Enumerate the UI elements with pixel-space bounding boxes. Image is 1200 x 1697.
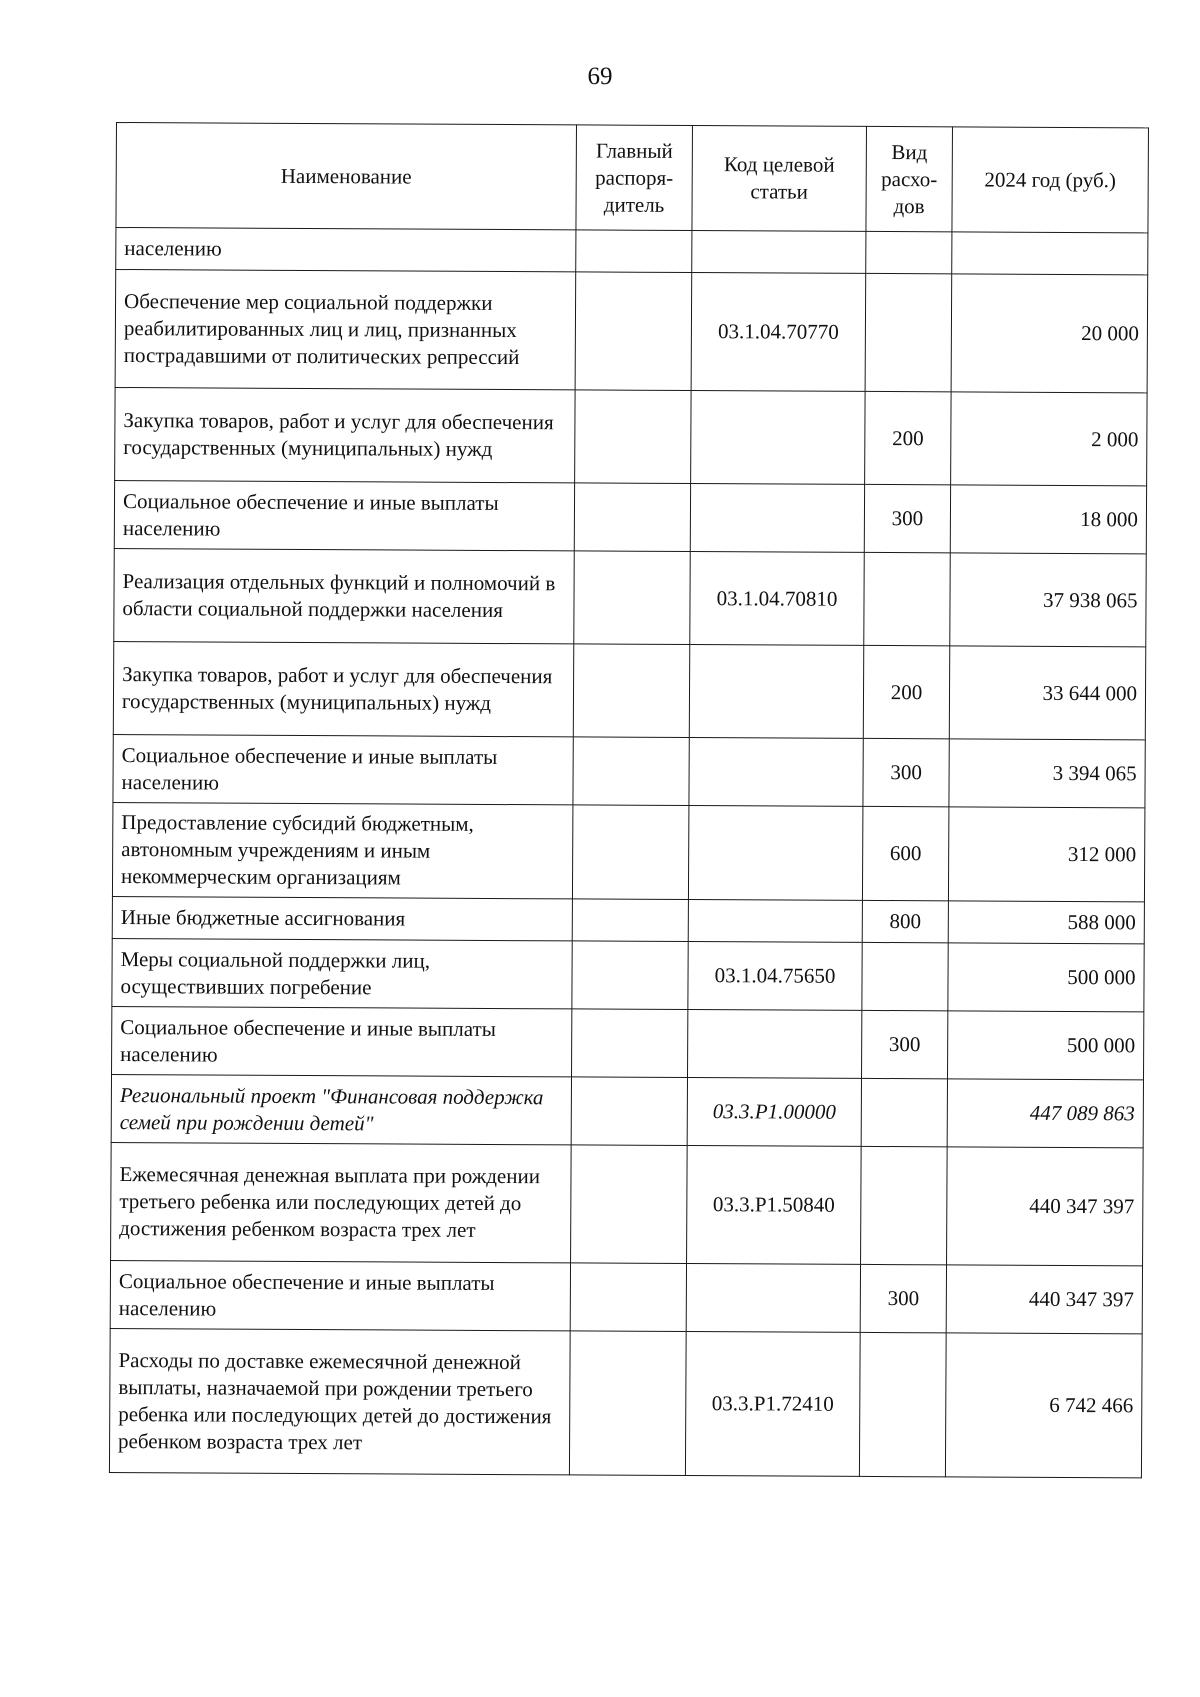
- row-grbs-cell: [576, 230, 692, 273]
- row-code-cell: [689, 645, 863, 739]
- row-code-cell: [688, 806, 862, 901]
- header-grbs: Главный распоря-дитель: [576, 125, 693, 231]
- row-code-cell: 03.3.Р1.00000: [687, 1078, 861, 1147]
- row-code-cell: 03.1.04.75650: [688, 942, 862, 1011]
- table-row: [112, 896, 1144, 943]
- row-name-cell: Социальное обеспечение и иные выплаты населению: [112, 1006, 572, 1076]
- table-row: [110, 1260, 1142, 1333]
- row-name-cell: Меры социальной поддержки лиц, осуществивших погребение: [112, 938, 572, 1008]
- row-name-cell: Ежемесячная денежная выплата при рождении третьего ребенка или последующих детей до достижения ребенком возраста трех лет: [111, 1142, 572, 1262]
- row-sum-cell: 440 347 397: [946, 1265, 1142, 1334]
- row-vid-cell: 200: [863, 645, 949, 738]
- row-vid-cell: [861, 1078, 947, 1146]
- table-row: [109, 1328, 1142, 1477]
- row-sum-cell: 20 000: [951, 274, 1148, 393]
- row-vid-cell: [864, 552, 950, 645]
- header-name: Наименование: [116, 123, 577, 230]
- row-vid-cell: 600: [862, 806, 948, 900]
- row-name-cell: Социальное обеспечение и иные выплаты населению: [110, 1260, 570, 1330]
- row-name-cell: населению: [116, 228, 576, 272]
- row-vid-cell: [861, 1146, 948, 1264]
- row-code-cell: [691, 391, 865, 485]
- row-name-cell: Социальное обеспечение и иные выплаты населению: [113, 734, 573, 804]
- row-name-cell: Региональный проект "Финансовая поддержка семей при рождении детей": [111, 1074, 571, 1144]
- row-code-cell: [686, 1264, 860, 1333]
- row-name-cell: Социальное обеспечение и иные выплаты населению: [114, 480, 574, 550]
- row-grbs-cell: [572, 899, 688, 942]
- row-code-cell: [688, 1010, 862, 1079]
- row-vid-cell: [866, 231, 952, 273]
- row-vid-cell: [862, 942, 948, 1010]
- row-grbs-cell: [575, 390, 691, 484]
- row-sum-cell: 37 938 065: [950, 553, 1146, 647]
- row-grbs-cell: [572, 805, 688, 900]
- row-grbs-cell: [571, 1145, 688, 1264]
- row-code-cell: 03.1.04.70810: [690, 552, 864, 646]
- row-name-cell: Предоставление субсидий бюджетным, автономным учреждениям и иным некоммерческим организациям: [112, 802, 572, 898]
- row-grbs-cell: [569, 1331, 686, 1476]
- row-grbs-cell: [573, 644, 689, 738]
- row-code-cell: 03.3.Р1.50840: [687, 1146, 862, 1265]
- row-sum-cell: 33 644 000: [949, 646, 1145, 740]
- table-row: [113, 641, 1145, 739]
- row-sum-cell: 447 089 863: [947, 1079, 1143, 1148]
- budget-table: [109, 122, 1149, 1478]
- row-grbs-cell: [570, 1263, 686, 1332]
- table-row: [112, 802, 1144, 901]
- table-row: [113, 734, 1145, 807]
- header-vid: Вид расхо-дов: [866, 126, 953, 231]
- row-sum-cell: 500 000: [948, 1011, 1144, 1080]
- row-sum-cell: 6 742 466: [945, 1333, 1142, 1478]
- row-sum-cell: 18 000: [950, 485, 1146, 554]
- table-row: [111, 1142, 1144, 1265]
- row-sum-cell: 3 394 065: [949, 739, 1145, 808]
- row-name-cell: Закупка товаров, работ и услуг для обеспечения государственных (муниципальных) нужд: [113, 641, 573, 736]
- page-number: 69: [587, 63, 613, 90]
- row-code-cell: [688, 900, 862, 943]
- row-grbs-cell: [572, 941, 688, 1010]
- row-grbs-cell: [574, 551, 690, 645]
- row-code-cell: 03.3.Р1.72410: [685, 1332, 860, 1477]
- row-sum-cell: [952, 232, 1148, 275]
- row-sum-cell: 2 000: [951, 392, 1147, 486]
- row-code-cell: [689, 738, 863, 807]
- row-grbs-cell: [572, 1009, 688, 1078]
- row-vid-cell: [865, 273, 952, 391]
- row-vid-cell: 200: [865, 391, 951, 484]
- row-code-cell: [692, 231, 866, 274]
- header-code: Код целевой статьи: [692, 126, 867, 232]
- row-sum-cell: 588 000: [948, 901, 1144, 944]
- table-header-row: [116, 123, 1149, 233]
- row-name-cell: Иные бюджетные ассигнования: [112, 896, 572, 940]
- table-row: [115, 387, 1147, 485]
- row-name-cell: Реализация отдельных функций и полномочий в области социальной поддержки населения: [114, 548, 574, 643]
- table-row: [112, 938, 1144, 1011]
- row-vid-cell: 300: [864, 484, 950, 552]
- row-vid-cell: [859, 1332, 946, 1476]
- header-sum: 2024 год (руб.): [952, 127, 1149, 233]
- row-sum-cell: 440 347 397: [947, 1147, 1144, 1266]
- row-name-cell: Расходы по доставке ежемесячной денежной выплаты, назначаемой при рождении третьего ребенка или последующих детей до достижения ребенком возраста трех лет: [109, 1328, 570, 1474]
- row-grbs-cell: [574, 483, 690, 552]
- row-grbs-cell: [571, 1077, 687, 1146]
- table-row: [116, 228, 1148, 275]
- row-code-cell: [690, 484, 864, 553]
- row-vid-cell: 300: [860, 1264, 946, 1332]
- row-sum-cell: 312 000: [948, 807, 1144, 902]
- row-name-cell: Закупка товаров, работ и услуг для обеспечения государственных (муниципальных) нужд: [115, 387, 575, 482]
- row-vid-cell: 300: [863, 738, 949, 806]
- row-code-cell: 03.1.04.70770: [691, 273, 866, 392]
- table-body: [109, 228, 1148, 1478]
- table-row: [112, 1006, 1144, 1079]
- row-grbs-cell: [575, 272, 692, 391]
- row-vid-cell: 800: [862, 900, 948, 942]
- table-row: [114, 548, 1146, 646]
- table-row: [111, 1074, 1143, 1147]
- row-sum-cell: 500 000: [948, 943, 1144, 1012]
- row-name-cell: Обеспечение мер социальной поддержки реабилитированных лиц и лиц, признанных пострадавшими от политических репрессий: [115, 270, 576, 390]
- row-grbs-cell: [573, 737, 689, 806]
- row-vid-cell: 300: [862, 1010, 948, 1078]
- table-row: [114, 480, 1146, 553]
- table-row: [115, 270, 1148, 393]
